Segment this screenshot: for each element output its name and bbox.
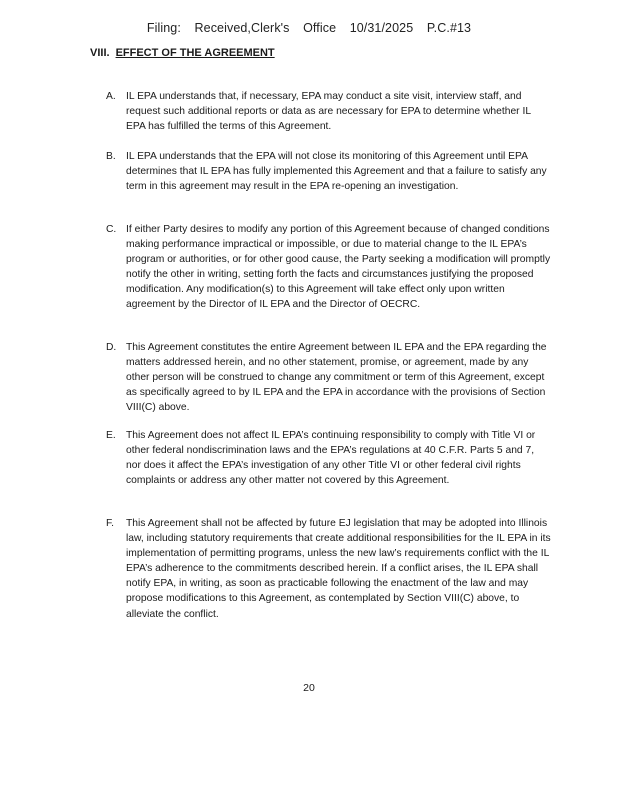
filing-label: Filing: xyxy=(146,21,181,35)
item-letter: B. xyxy=(106,151,116,162)
agreement-item-f xyxy=(106,516,551,622)
section-title: EFFECT OF THE AGREEMENT xyxy=(115,47,275,59)
page-number: 20 xyxy=(303,682,315,694)
agreement-item-a xyxy=(106,89,551,134)
item-text: This Agreement does not affect IL EPA’s continuing responsibility to comply with Title VI or other federal nondiscrimination laws and the EPA’s regulations at 40 C.F.R. Parts 5 and 7, nor does it affect the EPA’s investigation of any other Title VI or other federal civil rights complaints or address any other matter not covered by this Agreement. xyxy=(126,430,536,487)
item-letter: E. xyxy=(106,430,116,441)
item-text: IL EPA understands that, if necessary, EPA may conduct a site visit, interview staff, and request such additional reports or data as are necessary for EPA to determine whether IL EPA has fulfilled the terms of this Agreement. xyxy=(126,91,531,133)
item-letter: A. xyxy=(106,91,116,102)
received-clerks-label: Received,Clerk's xyxy=(194,21,290,35)
agreement-item-d xyxy=(106,340,551,415)
section-number: VIII. xyxy=(90,47,110,59)
office-label: Office xyxy=(303,21,337,35)
item-text: This Agreement shall not be affected by future EJ legislation that may be adopted into Illinois law, including statutory requirements that create additional responsibilities for the IL EPA in its implementation of permitting programs, unless the new law’s requirements conflict with the IL EPA’s adherence to the commitments described herein. If a conflict arises, the IL EPA shall notify EPA, in writing, as soon as practicable following the enactment of the law and may propose modifications to this Agreement, as contemplated by Section VIII(C) above, to alleviate the conflict. xyxy=(126,518,551,620)
item-text: IL EPA understands that the EPA will not close its monitoring of this Agreement until EPA determines that IL EPA has fully implemented this Agreement and that a failure to satisfy any term in this agreement may result in the EPA re-opening an investigation. xyxy=(126,151,547,193)
item-text: If either Party desires to modify any portion of this Agreement because of changed conditions making performance impractical or impossible, or due to material change to the IL EPA’s program or authorities, or for other good cause, the Party seeking a modification will promptly notify the other in writing, setting forth the facts and circumstances justifying the proposed modification. Any modification(s) to this Agreement will take effect only upon written agreement by the Director of IL EPA and the Director of OECRC. xyxy=(126,224,551,311)
item-letter: D. xyxy=(106,342,117,353)
section-heading xyxy=(90,47,275,59)
filing-header xyxy=(0,21,618,35)
agreement-item-c xyxy=(106,222,551,313)
agreement-item-b xyxy=(106,149,551,194)
pc-number: P.C.#13 xyxy=(426,21,472,35)
filing-date: 10/31/2025 xyxy=(349,21,414,35)
agreement-item-e xyxy=(106,428,551,488)
item-text: This Agreement constitutes the entire Agreement between IL EPA and the EPA regarding the matters addressed herein, and no other statement, promise, or agreement, made by any other person will be construed to change any commitment or term of this Agreement, except as specifically agreed to by IL EPA and the EPA in accordance with the provisions of Section VIII(C) above. xyxy=(126,342,547,414)
item-letter: C. xyxy=(106,224,117,235)
item-letter: F. xyxy=(106,518,115,529)
